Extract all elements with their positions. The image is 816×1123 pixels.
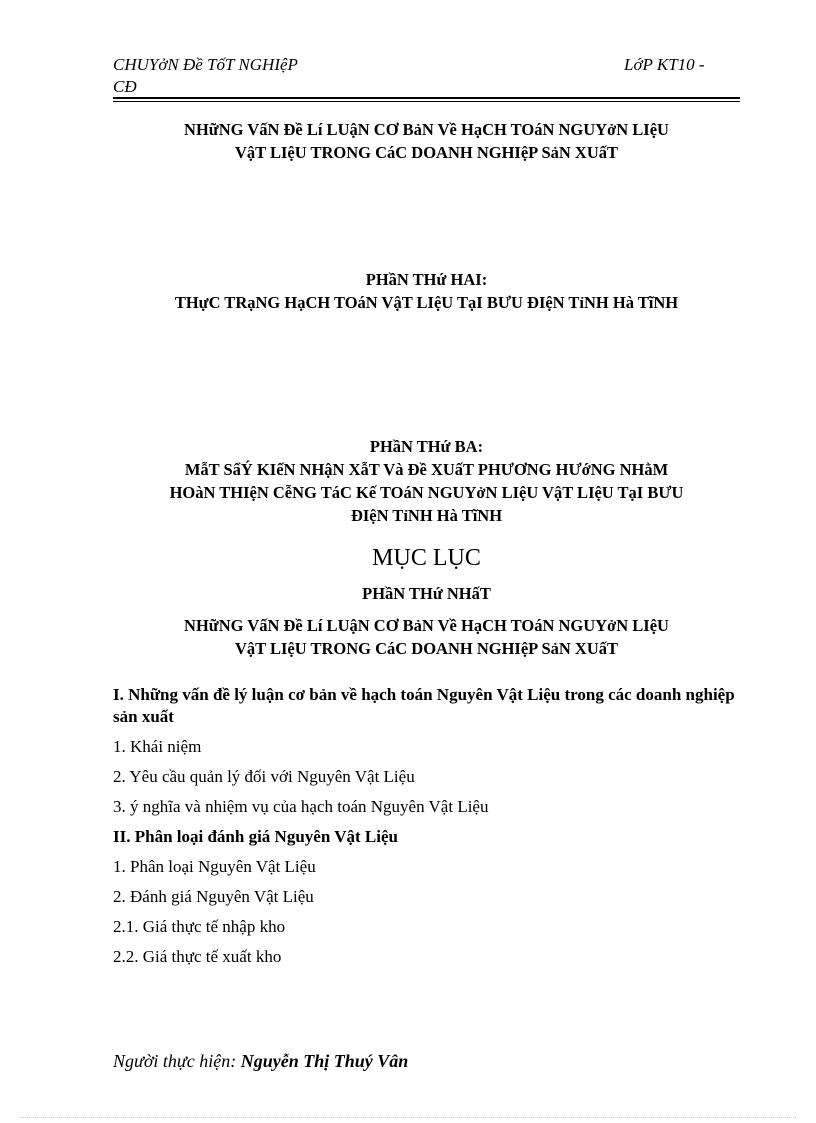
header-right: LớP KT10 - bbox=[624, 55, 705, 74]
toc-item[interactable]: 2.1. Giá thực tế nhập kho bbox=[113, 917, 286, 936]
header-left bbox=[113, 54, 373, 98]
header-left-line2: CĐ bbox=[113, 77, 137, 96]
part3-heading: PHầN THứ BA: bbox=[369, 437, 484, 456]
toc-item[interactable]: II. Phân loại đánh giá Nguyên Vật Liệu bbox=[113, 827, 398, 846]
part3-line3: ĐIệN TỉNH Hà TĩNH bbox=[350, 506, 503, 525]
toc-item[interactable]: 3. ý nghĩa và nhiệm vụ của hạch toán Nguyên Vật Liệu bbox=[113, 797, 489, 816]
toc-item[interactable]: 1. Phân loại Nguyên Vật Liệu bbox=[113, 857, 316, 876]
toc-item[interactable]: 1. Khái niệm bbox=[113, 737, 202, 756]
section1-title-line2: VậT LIệU TRONG CáC DOANH NGHIệP SảN XUấT bbox=[234, 143, 619, 162]
part2-heading: PHầN THứ HAI: bbox=[365, 270, 488, 289]
toc-part1-title-line2: VậT LIệU TRONG CáC DOANH NGHIệP SảN XUấT bbox=[234, 639, 619, 658]
header-rule-thin bbox=[113, 101, 740, 102]
toc-item[interactable]: I. Những vấn đề lý luận cơ bản về hạch toán Nguyên Vật Liệu trong các doanh nghiệp sản xuất bbox=[113, 685, 735, 726]
toc-item[interactable]: 2. Đánh giá Nguyên Vật Liệu bbox=[113, 887, 314, 906]
toc-title: MỤC LỤC bbox=[372, 545, 481, 571]
toc-item[interactable]: 2. Yêu cầu quản lý đối với Nguyên Vật Liệu bbox=[113, 767, 415, 786]
footer-author-name: Nguyễn Thị Thuý Vân bbox=[240, 1051, 409, 1071]
page-bottom-divider bbox=[20, 1117, 796, 1118]
footer bbox=[113, 1050, 408, 1072]
part2-title: THựC TRạNG HạCH TOáN VậT LIệU TạI BƯU ĐIệN TỉNH Hà TĩNH bbox=[174, 293, 679, 312]
section1-title-line1: NHữNG VấN Đề Lí LUậN CƠ BảN Về HạCH TOáN NGUYởN LIệU bbox=[184, 120, 669, 139]
toc-part1-heading: PHầN THứ NHấT bbox=[362, 584, 491, 603]
footer-label: Người thực hiện: bbox=[113, 1051, 237, 1071]
toc-part1-title bbox=[113, 614, 740, 660]
part3-line1: MẫT SẩÝ KIếN NHậN XẫT Và Đề XUấT PHƯƠNG HƯớNG NHằM bbox=[184, 460, 669, 479]
toc-list bbox=[113, 684, 745, 976]
header-rule-thick bbox=[113, 97, 740, 99]
part2-block bbox=[113, 268, 740, 314]
section1-title bbox=[113, 118, 740, 164]
toc-item[interactable]: 2.2. Giá thực tế xuất kho bbox=[113, 947, 282, 966]
header-left-line1: CHUYởN Đề TốT NGHIệP bbox=[113, 55, 298, 74]
toc-part1-title-line1: NHữNG VấN Đề Lí LUậN CƠ BảN Về HạCH TOáN NGUYởN LIệU bbox=[184, 616, 669, 635]
part3-block bbox=[113, 435, 740, 527]
part3-line2: HOàN THIệN CễNG TáC Kế TOáN NGUYởN LIệU VậT LIệU TạI BƯU bbox=[169, 483, 684, 502]
